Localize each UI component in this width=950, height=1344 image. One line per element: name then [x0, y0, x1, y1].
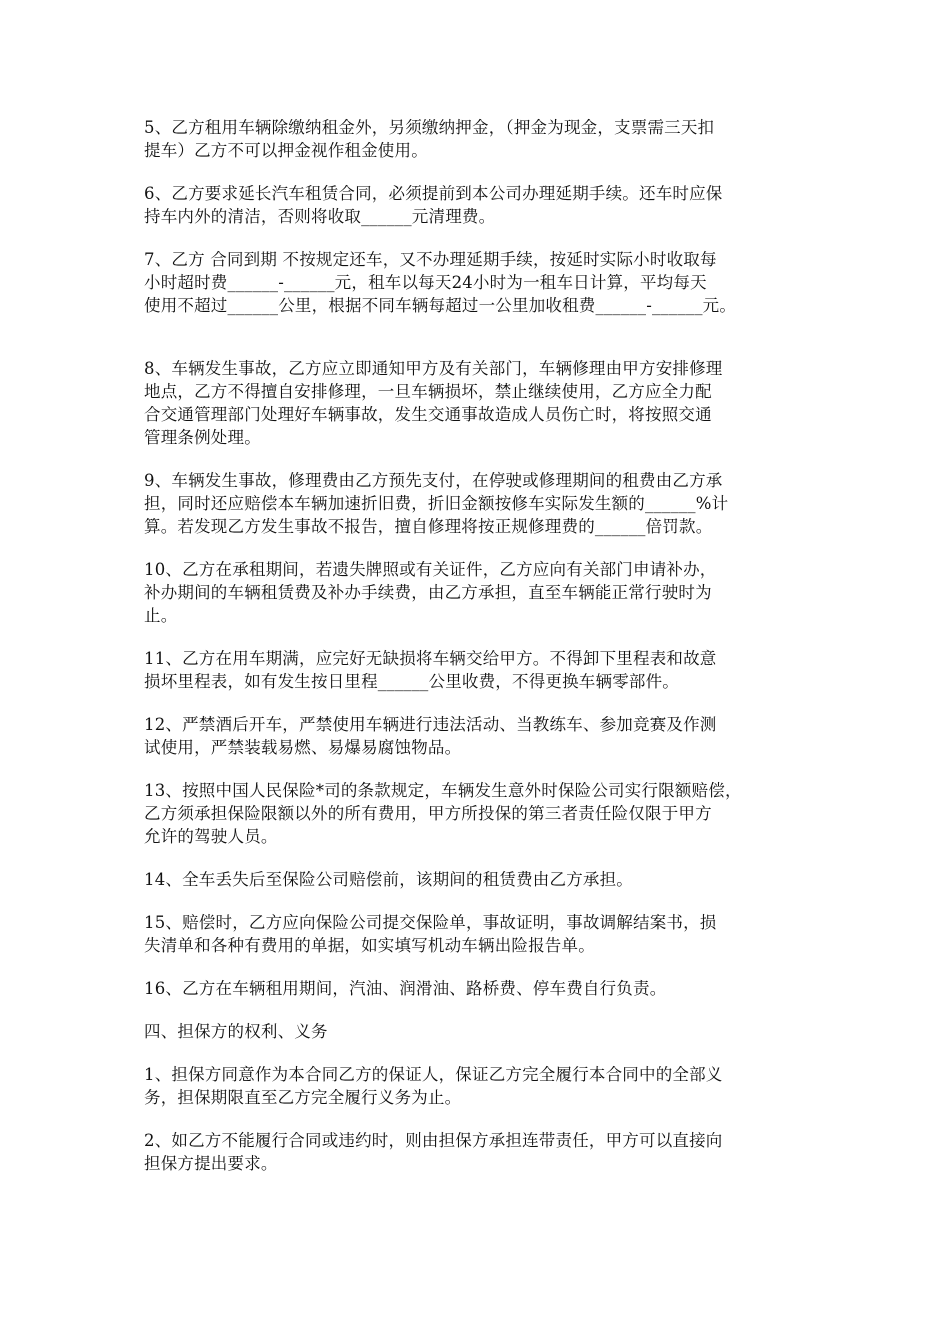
clause-7: 7、乙方 合同到期 不按规定还车，又不办理延期手续，按延时实际小时收取每 小时超时费______-______元，租车以每天24小时为一租车日计算，平均每天 使用不超过______公里，根据不同车辆每超过一公里加收租费______-______元。	[144, 250, 737, 315]
guarantor-clause-2: 2、如乙方不能履行合同或违约时，则由担保方承担连带责任，甲方可以直接向 担保方提出要求。	[144, 1131, 723, 1173]
clause-13: 13、按照中国人民保险*司的条款规定，车辆发生意外时保险公司实行限额赔偿， 乙方须承担保险限额以外的所有费用，甲方所投保的第三者责任险仅限于甲方 允许的驾驶人员。	[144, 781, 742, 846]
clause-16: 16、乙方在车辆租用期间，汽油、润滑油、路桥费、停车费自行负责。	[144, 979, 667, 998]
clause-14: 14、全车丢失后至保险公司赔偿前，该期间的租赁费由乙方承担。	[144, 870, 633, 889]
clause-9: 9、车辆发生事故，修理费由乙方预先支付，在停驶或修理期间的租费由乙方承 担，同时还应赔偿本车辆加速折旧费，折旧金额按修车实际发生额的______%计 算。若发现乙方发生事故不报告，擅自修理将按正规修理费的______倍罚款。	[144, 471, 729, 536]
document-body	[144, 116, 824, 1175]
clause-8: 8、车辆发生事故，乙方应立即通知甲方及有关部门，车辆修理由甲方安排修理 地点，乙方不得擅自安排修理，一旦车辆损坏，禁止继续使用，乙方应全力配 合交通管理部门处理好车辆事故，发生交通事故造成人员伤亡时，将按照交通 管理条例处理。	[144, 359, 723, 447]
guarantor-clause-1: 1、担保方同意作为本合同乙方的保证人，保证乙方完全履行本合同中的全部义 务，担保期限直至乙方完全履行义务为止。	[144, 1065, 723, 1107]
clause-6: 6、乙方要求延长汽车租赁合同，必须提前到本公司办理延期手续。还车时应保 持车内外的清洁，否则将收取______元清理费。	[144, 184, 723, 226]
clause-15: 15、赔偿时，乙方应向保险公司提交保险单，事故证明，事故调解结案书，损 失清单和各种有费用的单据，如实填写机动车辆出险报告单。	[144, 913, 717, 955]
clause-10: 10、乙方在承租期间，若遗失牌照或有关证件，乙方应向有关部门申请补办， 补办期间的车辆租赁费及补办手续费，由乙方承担，直至车辆能正常行驶时为 止。	[144, 560, 717, 625]
clause-12: 12、严禁酒后开车，严禁使用车辆进行违法活动、当教练车、参加竞赛及作测 试使用，严禁装载易燃、易爆易腐蚀物品。	[144, 715, 717, 757]
clause-5: 5、乙方租用车辆除缴纳租金外，另须缴纳押金，（押金为现金，支票需三天扣 提车）乙方不可以押金视作租金使用。	[144, 118, 715, 160]
clause-11: 11、乙方在用车期满，应完好无缺损将车辆交给甲方。不得卸下里程表和故意 损坏里程表，如有发生按日里程______公里收费，不得更换车辆零部件。	[144, 649, 717, 691]
section-heading-guarantor: 四、担保方的权利、义务	[144, 1022, 328, 1041]
